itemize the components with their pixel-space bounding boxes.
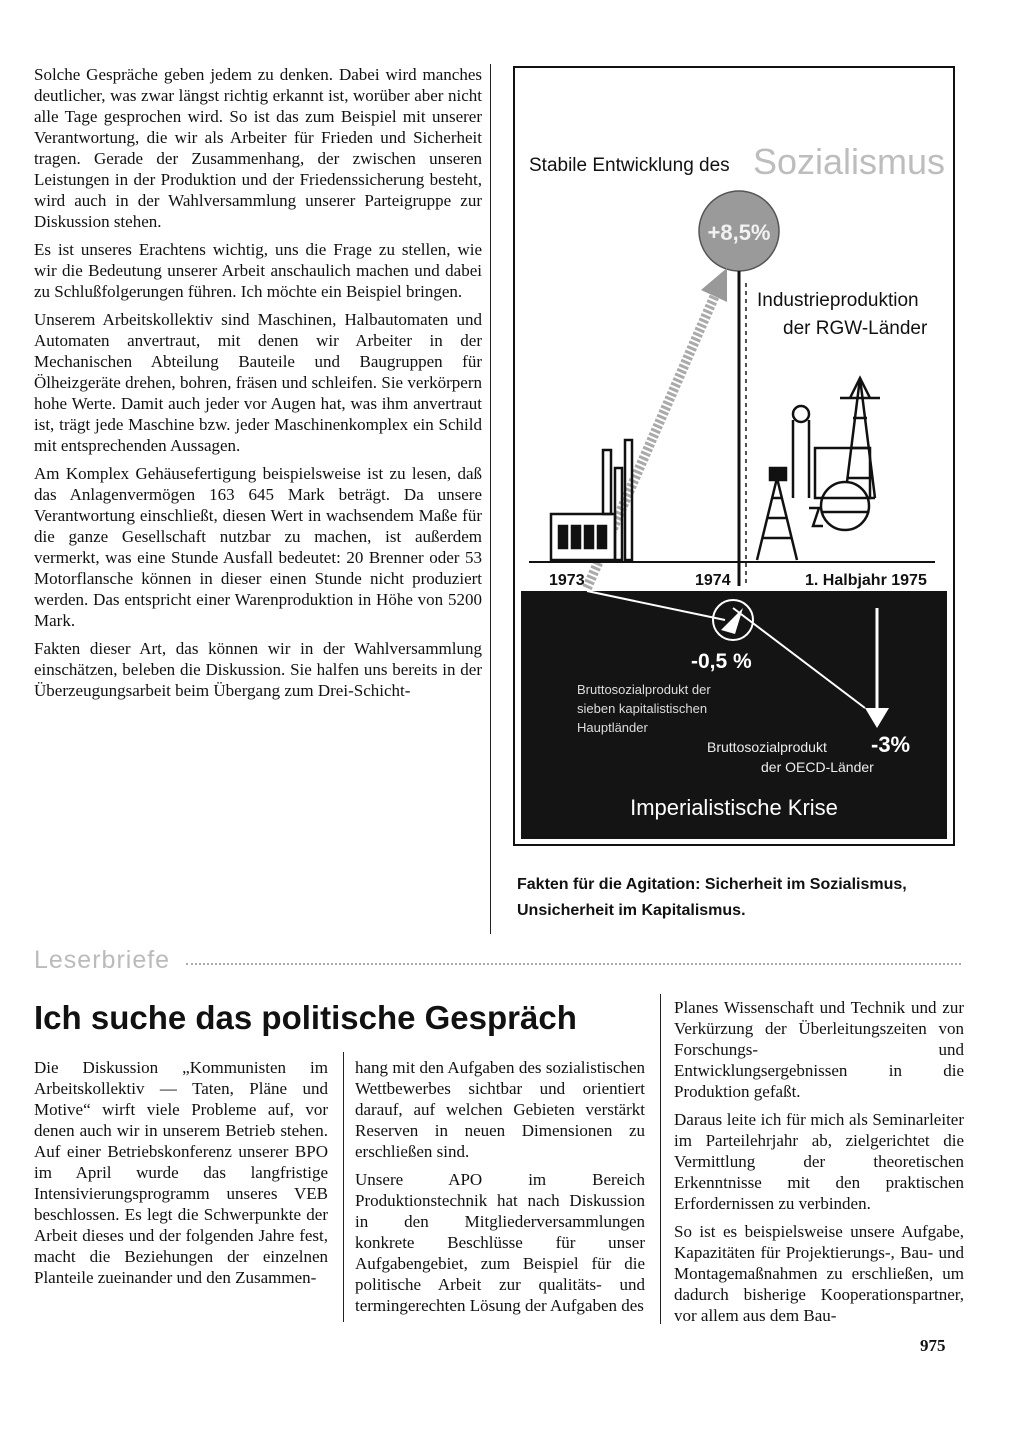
bsp-label-line1: Bruttosozialprodukt der (577, 682, 711, 697)
year-1973: 1973 (549, 572, 585, 589)
oecd-label-line1: Bruttosozialprodukt (707, 739, 827, 755)
article-headline: Ich suche das politische Gespräch (34, 999, 577, 1036)
paragraph: Es ist unseres Erachtens wichtig, uns die Frage zu stellen, wie wir die Bedeutung unserer Arbeit anschaulich machen und dabei zu Schlußfolgerungen führen. Ich möchte ein Beispiel bringen. (34, 240, 482, 301)
section-rule (186, 963, 961, 965)
year-1975: 1. Halbjahr 1975 (805, 572, 927, 589)
paragraph: So ist es beispielsweise unsere Aufgabe, Kapazitäten für Projektierungs-, Bau- und Montagemaßnahmen zu erschließen, um dadurch bisherige Kooperationspartner, vor allem aus dem Bau- (674, 1222, 964, 1325)
value-minus-0-5: -0,5 % (691, 650, 752, 673)
paragraph: Am Komplex Gehäusefertigung beispielsweise ist zu lesen, daß das Anlagenvermögen 163 645 Mark beträgt. Da unsere Verantwortung einschließt, diesen Wert in wachsendem Maße für die ganze Gesellschaft nutzbar zu machen, ist außerdem vermerkt, was eine Stunde Ausfall bedeutet: 20 Brenner oder 53 Motorflansche können in dieser einen Stunde nicht produziert werden. Das entspricht einer Warenproduktion in Höhe von 5200 Mark. (34, 464, 482, 630)
column-divider (660, 994, 661, 1324)
figure-title-prefix: Stabile Entwicklung des (529, 155, 730, 176)
column-divider (490, 64, 491, 934)
article-column-3 (674, 997, 964, 1333)
growth-badge (699, 191, 779, 271)
figure-title-word: Sozialismus (753, 141, 946, 182)
crisis-label: Imperialistische Krise (630, 795, 838, 820)
paragraph: Planes Wissenschaft und Technik und zur Verkürzung der Überleitungszeiten von Forschungs- und Entwicklungsergebnissen in die Produktion gefaßt. (674, 998, 964, 1101)
value-minus-3: -3% (871, 732, 911, 757)
figure-caption-line2: Unsicherheit im Kapitalismus. (517, 902, 746, 919)
article-column-1 (34, 1057, 328, 1295)
paragraph: Die Diskussion „Kommunisten im Arbeitskollektiv — Taten, Pläne und Motive“ wirft viele Probleme auf, vor denen auch wir in unserem Betrieb stehen. Auf einer Betriebskonferenz unserer BPO im April wurde das langfristige Intensivierungsprogramm unseres VEB beschlossen. Es legt die Schwerpunkte der Arbeit dieses und der folgenden Jahre fest, macht die Beziehungen der einzelnen Planteile zueinander und den Zusammen- (34, 1058, 328, 1287)
industry-label-line2: der RGW-Länder (783, 318, 928, 339)
industrial-plant-icon (757, 378, 880, 560)
article-column-2 (355, 1057, 645, 1323)
paragraph: hang mit den Aufgaben des sozialistischen Wettbewerbes sichtbar und orientiert darauf, auf welchen Gebieten verstärkt Reserven in neuen Dimensionen zu erschließen sind. (355, 1058, 645, 1161)
infographic-svg (515, 68, 953, 844)
paragraph: Unserem Arbeitskollektiv sind Maschinen, Halbautomaten und Automaten anvertraut, mit denen wir Arbeiter in der Mechanischen Abteilung Bauteile und Baugruppen für Ölheizgeräte drehen, bohren, fräsen und schleifen. Sie verkörpern hohe Werte. Damit auch jeder vor Augen hat, was ihm anvertraut ist, trägt jede Maschine bzw. jeder Maschinenkomplex ein Schild mit entsprechenden Aussagen. (34, 310, 482, 455)
year-1974: 1974 (695, 572, 731, 589)
bsp-label-line2: sieben kapitalistischen (577, 701, 708, 716)
figure-caption (517, 872, 977, 924)
top-text-column (34, 64, 482, 708)
growth-value: +8,5% (707, 220, 771, 245)
paragraph: Fakten dieser Art, das können wir in der Wahlversammlung einschätzen, beleben die Diskussion. Sie halfen uns bereits in der Überzeugungsarbeit beim Übergang zum Drei-Schicht- (34, 639, 482, 700)
figure-caption-line1: Fakten für die Agitation: Sicherheit im Sozialismus, (517, 876, 907, 893)
bsp-label-line3: Hauptländer (577, 720, 648, 735)
paragraph: Daraus leite ich für mich als Seminarleiter im Parteilehrjahr ab, zielgerichtet die Vermittlung der theoretischen Erkenntnisse mit den praktischen Erfordernissen zu verbinden. (674, 1110, 964, 1213)
section-label: Leserbriefe (34, 946, 171, 974)
oecd-label-line2: der OECD-Länder (761, 759, 874, 775)
industry-label-line1: Industrieproduktion (757, 290, 919, 311)
infographic (513, 66, 955, 846)
paragraph: Unsere APO im Bereich Produktionstechnik hat nach Diskussion in den Mitgliederversammlungen konkrete Beschlüsse für unser Aufgabengebiet, zum Beispiel für die politische Arbeit zur qualitäts- und termingerechten Lösung der Aufgaben des (355, 1170, 645, 1315)
paragraph: Solche Gespräche geben jedem zu denken. Dabei wird manches deutlicher, was zwar längst richtig erkannt ist, worüber aber nicht alle Tage gesprochen wird. So ist das zum Beispiel mit unserer Verantwortung, die wir als Arbeiter für Frieden und Sicherheit tragen. Gerade der Zusammenhang, der zwischen unseren Leistungen in der Produktion und der Friedenssicherung besteht, wird auch in der Wahlversammlung unserer Parteigruppe zur Diskussion stehen. (34, 65, 482, 231)
factory-icon (551, 440, 632, 560)
column-divider (343, 1052, 344, 1322)
page-number: 975 (920, 1336, 946, 1355)
